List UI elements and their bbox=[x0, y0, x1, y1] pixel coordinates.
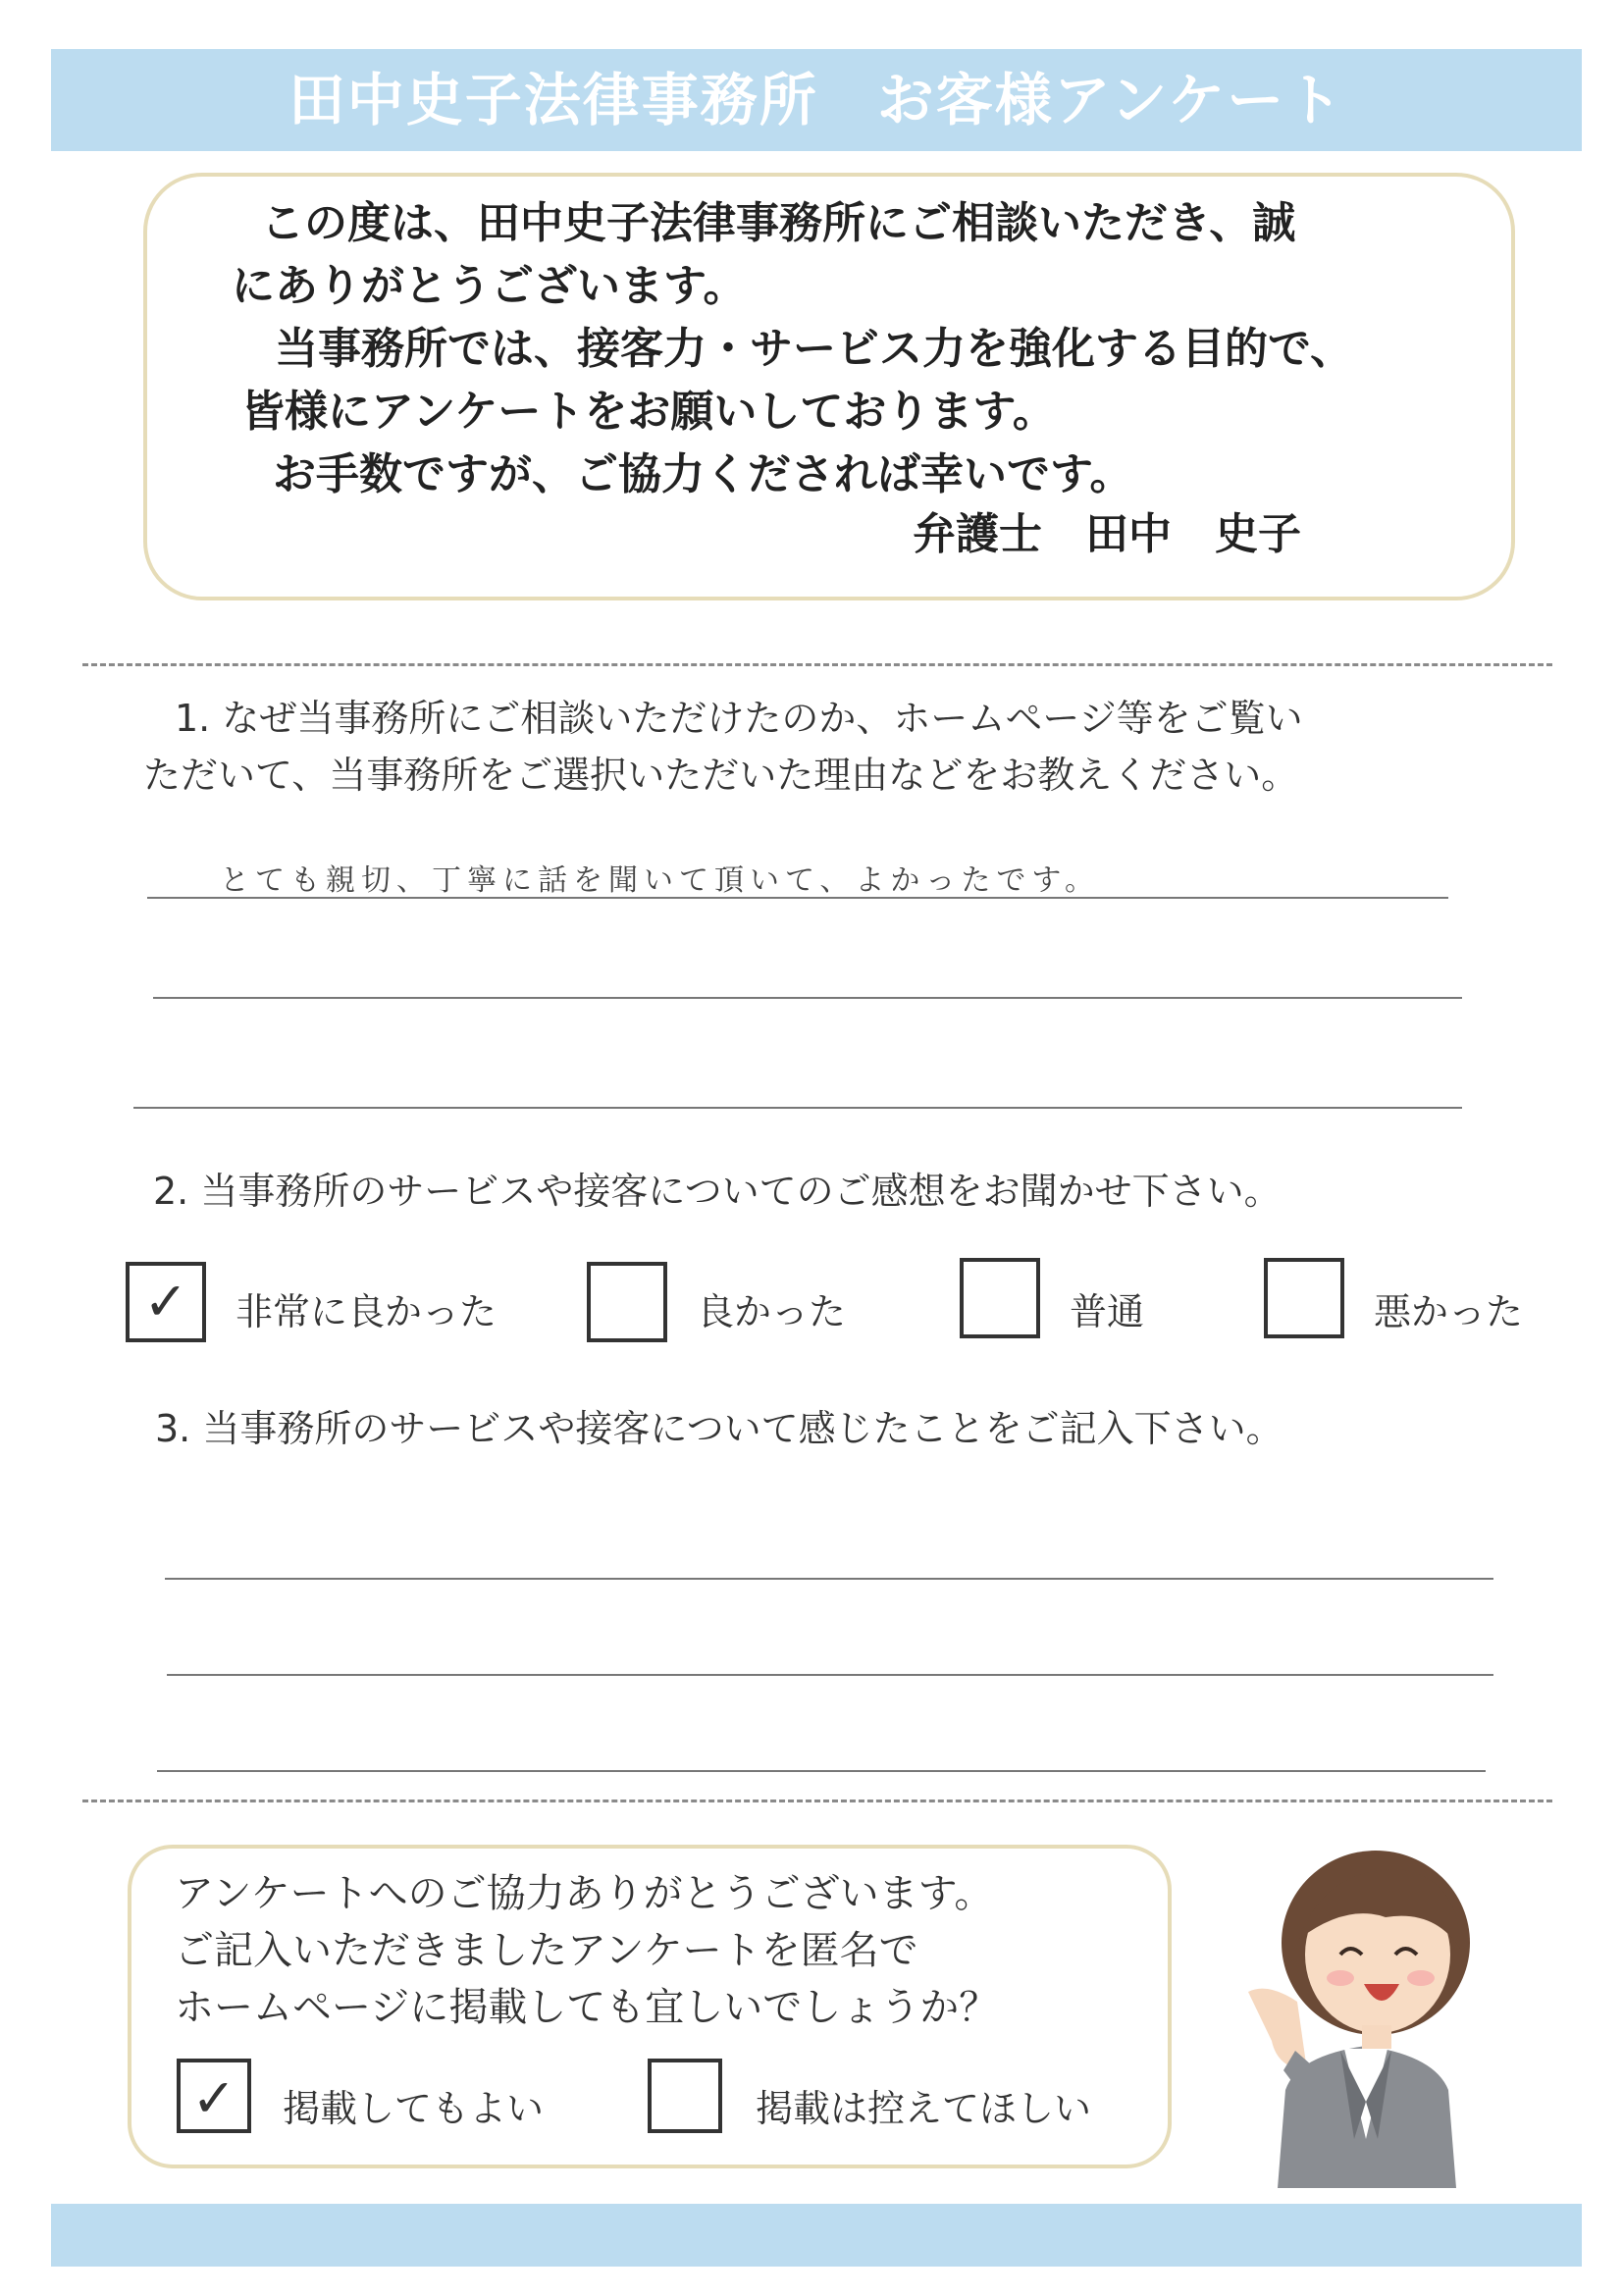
checkbox-publish-no[interactable] bbox=[648, 2059, 722, 2133]
option-label-publish-no: 掲載は控えてほしい bbox=[756, 2087, 1092, 2130]
q1-handwritten-answer: とても親切、丁寧に話を聞いて頂いて、よかったです。 bbox=[220, 863, 1100, 898]
option-label-average: 普通 bbox=[1070, 1290, 1145, 1333]
q3-text: 3. 当事務所のサービスや接客について感じたことをご記入下さい。 bbox=[155, 1407, 1283, 1450]
option-label-bad: 悪かった bbox=[1374, 1290, 1524, 1333]
answer-line bbox=[165, 1578, 1493, 1580]
q2-text: 2. 当事務所のサービスや接客についてのご感想をお聞かせ下さい。 bbox=[153, 1170, 1282, 1213]
staff-mascot-illustration bbox=[1238, 1845, 1493, 2188]
signature: 弁護士 田中 史子 bbox=[913, 509, 1301, 559]
intro-line-3: 当事務所では、接客力・サービス力を強化する目的で、 bbox=[275, 324, 1354, 374]
answer-line bbox=[157, 1770, 1486, 1772]
checkbox-average[interactable] bbox=[960, 1258, 1040, 1338]
intro-line-4: 皆様にアンケートをお願いしております。 bbox=[241, 387, 1056, 437]
section-divider-bottom bbox=[82, 1800, 1552, 1802]
check-mark-icon: ✓ bbox=[143, 1271, 188, 1332]
answer-line bbox=[133, 1107, 1462, 1109]
consent-line-2: ご記入いただきましたアンケートを匿名で bbox=[175, 1928, 918, 1973]
option-label-publish-ok: 掲載してもよい bbox=[283, 2087, 545, 2130]
footer-banner bbox=[51, 2204, 1582, 2267]
consent-line-3: ホームページに掲載しても宜しいでしょうか？ bbox=[175, 1985, 999, 2030]
page-title: 田中史子法律事務所 お客様アンケート bbox=[288, 67, 1345, 133]
checkbox-very-good[interactable] bbox=[126, 1262, 206, 1342]
q1-text-line2: ただいて、当事務所をご選択いただいた理由などをお教えください。 bbox=[143, 754, 1299, 797]
answer-line bbox=[153, 997, 1462, 999]
option-label-very-good: 非常に良かった bbox=[236, 1290, 497, 1333]
checkbox-good[interactable] bbox=[587, 1262, 667, 1342]
option-label-good: 良かった bbox=[697, 1290, 847, 1333]
section-divider-top bbox=[82, 663, 1552, 666]
checkbox-bad[interactable] bbox=[1264, 1258, 1344, 1338]
answer-line bbox=[167, 1674, 1493, 1676]
check-mark-icon: ✓ bbox=[191, 2067, 236, 2129]
q1-text-line1: 1. なぜ当事務所にご相談いただけたのか、ホームページ等をご覧い bbox=[175, 697, 1303, 740]
header-banner bbox=[51, 49, 1582, 151]
intro-line-2: にありがとうございます。 bbox=[232, 261, 747, 311]
checkbox-publish-ok[interactable] bbox=[177, 2059, 251, 2133]
intro-line-1: この度は、田中史子法律事務所にご相談いただき、誠 bbox=[261, 198, 1296, 248]
consent-line-1: アンケートへのご協力ありがとうございます。 bbox=[175, 1871, 994, 1916]
intro-line-5: お手数ですが、ご協力くだされば幸いです。 bbox=[273, 449, 1133, 499]
answer-line bbox=[147, 897, 1448, 899]
